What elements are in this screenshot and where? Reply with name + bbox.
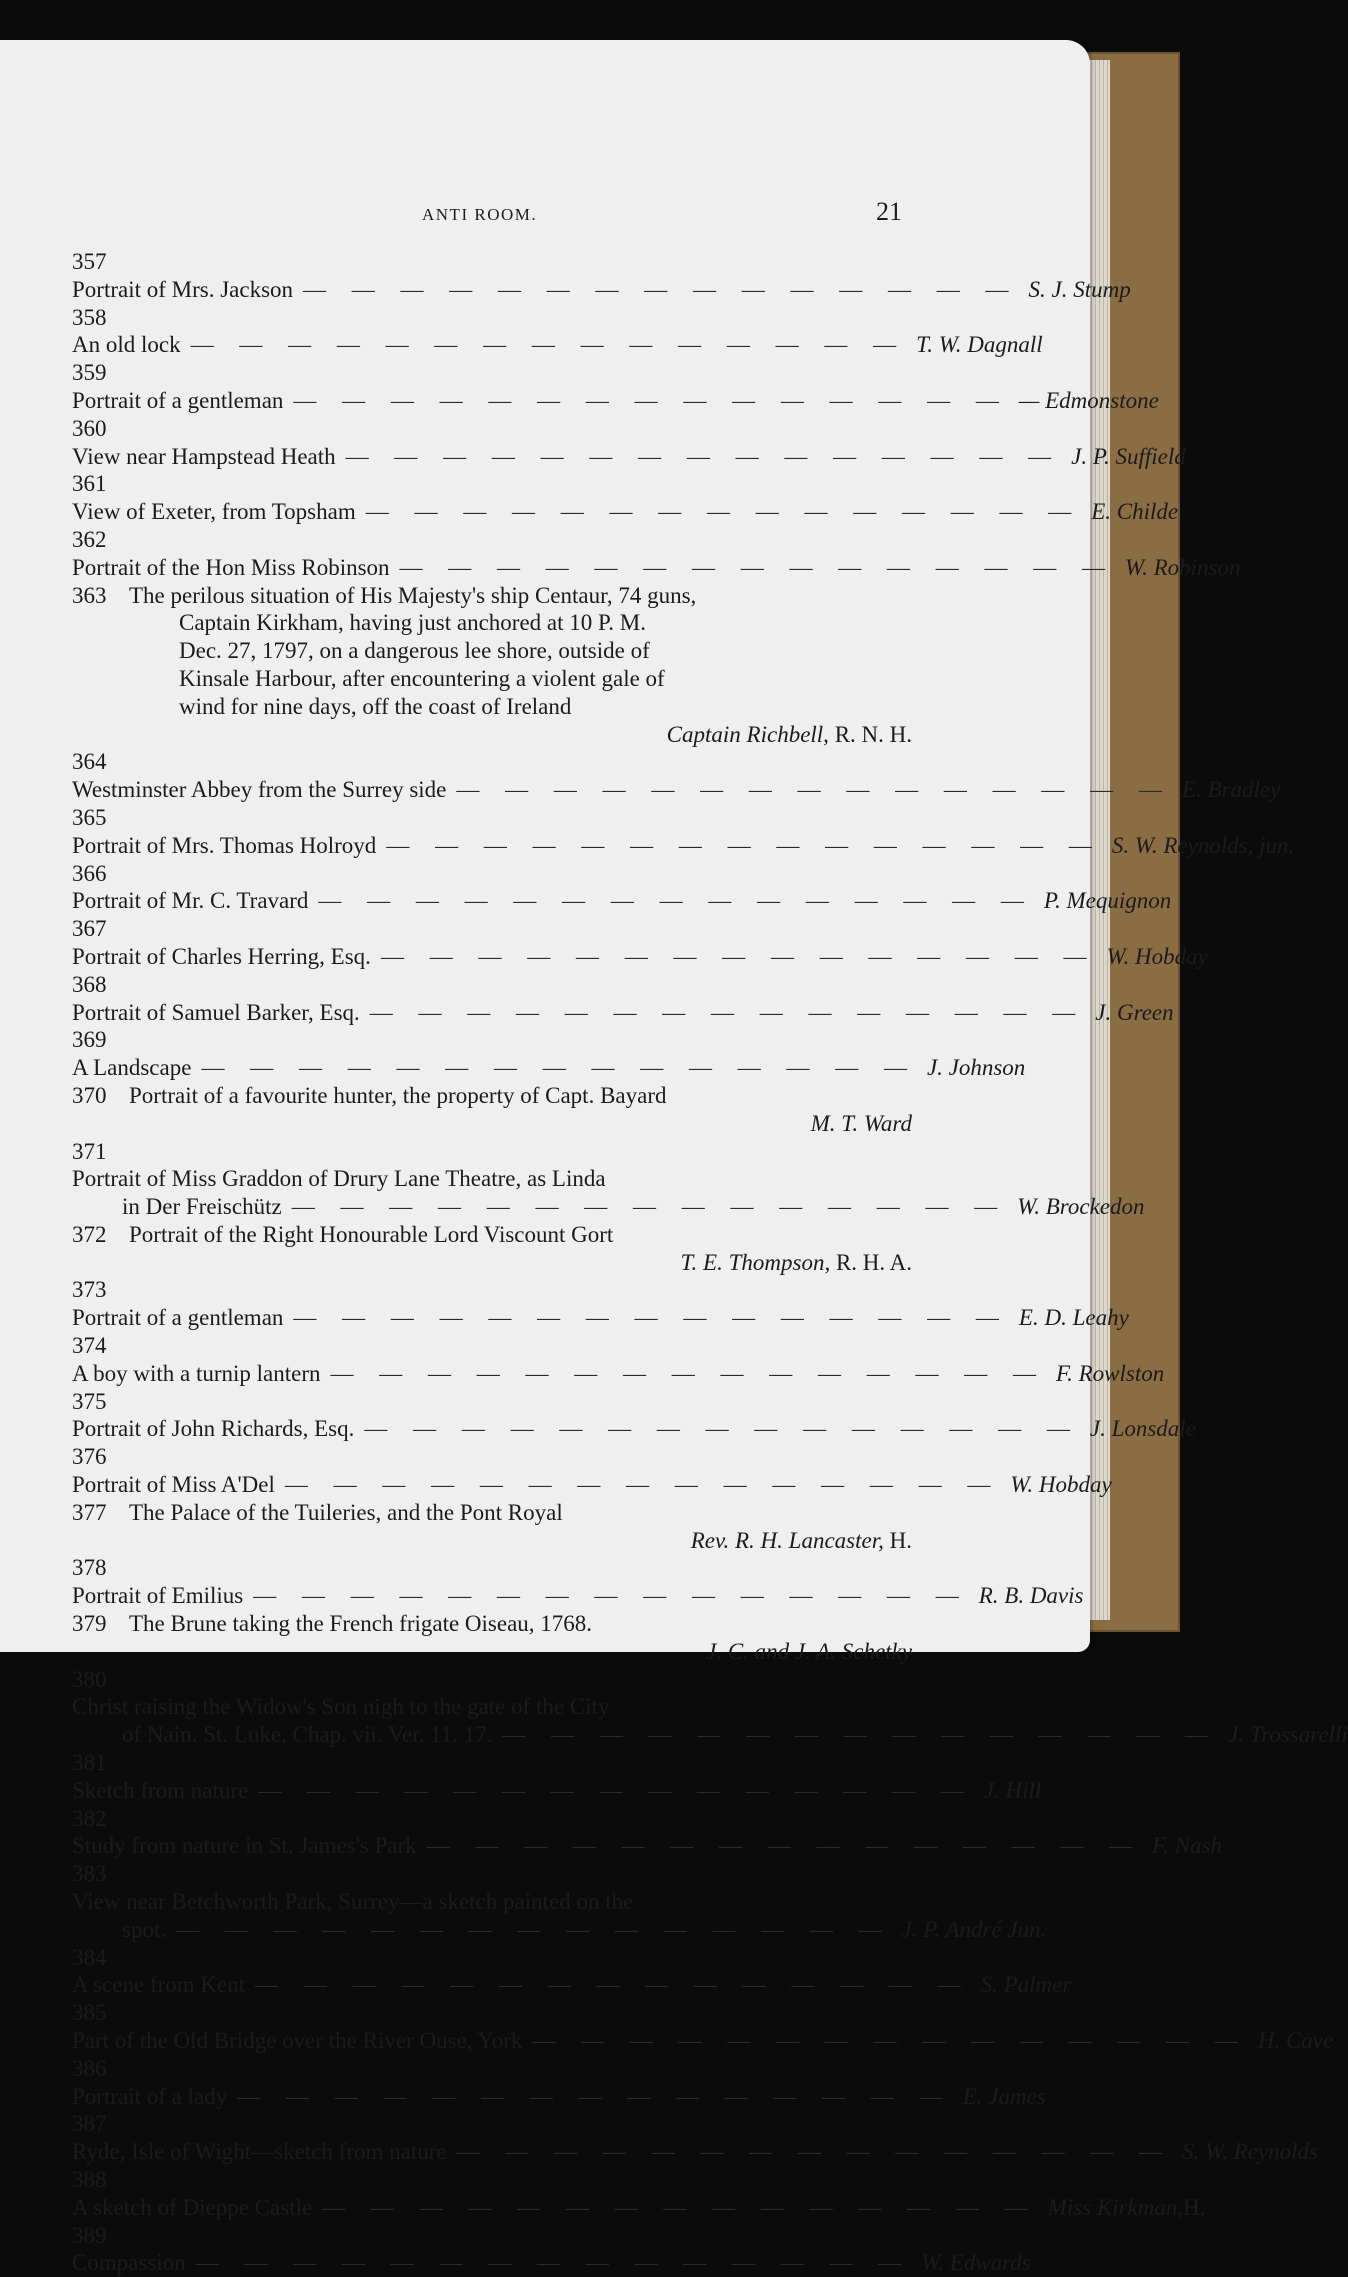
entry-line <box>72 1415 1196 1443</box>
entry-line <box>72 1471 1112 1499</box>
entry-description <box>72 554 1241 582</box>
entry-description <box>72 498 1179 526</box>
entry-number: 368 <box>72 971 107 997</box>
entry-artist-honour: R. N. H. <box>834 721 912 747</box>
catalogue-entry <box>72 1860 1047 1943</box>
entry-number: 382 <box>72 1805 107 1831</box>
entry-title: spot. <box>122 1916 167 1942</box>
entry-artist: Miss Kirkman, <box>1047 2194 1184 2220</box>
entry-number: 358 <box>72 304 107 330</box>
catalogue-entry <box>72 1221 912 1277</box>
leader-dashes: — — — — — — — — — — — — — — — <box>399 554 1116 580</box>
entry-title-line: Portrait of a favourite hunter, the property of Capt. Bayard <box>129 1082 667 1108</box>
leader-dashes: — — — — — — — — — — — — — — — <box>345 443 1062 469</box>
entry-number: 371 <box>72 1138 107 1164</box>
entry-artist: H. Cave <box>1257 2028 1334 2053</box>
entry-title-line: The Brune taking the French frigate Oiseau, 1768. <box>129 1611 593 1637</box>
entry-artist: E. Childe <box>1091 499 1179 525</box>
leader-dashes: — — — — — — — — — — — — — — — <box>293 1305 1009 1331</box>
entry-description <box>129 1499 912 1555</box>
entry-artist-honour: R. H. A. <box>835 1249 912 1275</box>
entry-artist: W. Robinson <box>1125 554 1241 580</box>
leader-dashes: — — — — — — — — — — — — — — — <box>532 2028 1248 2053</box>
entry-title: A scene from Kent <box>72 1972 246 1998</box>
catalogue-entry <box>72 304 1043 360</box>
leader-dashes: — — — — — — — — — — — — — — — <box>253 1583 969 1609</box>
entry-description <box>72 776 1281 804</box>
entry-line <box>72 2194 1206 2222</box>
entry-number: 386 <box>72 2055 107 2081</box>
entry-line <box>72 276 1131 304</box>
entry-number: 387 <box>72 2111 107 2137</box>
entry-line <box>72 1054 1026 1082</box>
catalogue-entry <box>72 2222 1031 2277</box>
entry-line <box>72 1832 1223 1860</box>
page-number: 21 <box>876 197 902 226</box>
entry-description <box>72 1471 1112 1499</box>
entry-artist: — Edmonstone <box>1018 387 1159 413</box>
entry-description <box>72 999 1174 1027</box>
entry-description <box>72 2027 1334 2055</box>
entry-artist: E. James <box>962 2083 1046 2109</box>
entry-description <box>72 1777 1042 1805</box>
entry-title-line: wind for nine days, off the coast of Ireland <box>179 693 572 719</box>
entry-line <box>72 1777 1042 1805</box>
entry-artist: W. Edwards <box>921 2250 1031 2276</box>
entry-description <box>72 2194 1206 2222</box>
entry-description <box>129 1610 912 1666</box>
leader-dashes: — — — — — — — — — — — — — — — <box>369 999 1086 1025</box>
entry-title-line: Dec. 27, 1797, on a dangerous lee shore, outside of <box>179 638 650 664</box>
entry-description <box>72 1054 1026 1082</box>
entry-description <box>72 1165 1145 1221</box>
entry-description <box>129 1082 912 1138</box>
entry-title-line: View near Betchworth Park, Surrey—a sketch painted on the <box>72 1889 634 1915</box>
catalogue-entry <box>72 915 1208 971</box>
entry-line <box>72 943 1208 971</box>
entry-description <box>72 1888 1047 1944</box>
entry-number: 375 <box>72 1388 107 1414</box>
entry-line <box>72 1582 1084 1610</box>
entry-title: Portrait of John Richards, Esq. <box>72 1416 355 1442</box>
entry-title: in Der Freischütz <box>122 1194 282 1220</box>
entry-description <box>72 443 1186 471</box>
entry-description <box>129 1221 912 1277</box>
entry-line <box>72 554 1241 582</box>
entry-artist: J. C. and J. A. Schetky <box>706 1638 912 1664</box>
entry-title: Ryde, Isle of Wight—sketch from nature <box>72 2139 447 2165</box>
entry-title: Study from nature in St. James's Park <box>72 1833 417 1859</box>
entry-line <box>72 2138 1318 2166</box>
entry-number: 361 <box>72 471 107 497</box>
entry-title: Compassion <box>72 2250 186 2276</box>
entry-description <box>72 832 1295 860</box>
entry-title: Portrait of Mrs. Thomas Holroyd <box>72 832 377 858</box>
catalogue-entry <box>72 860 1172 916</box>
entry-title: Portrait of Mrs. Jackson <box>72 276 294 302</box>
catalogue-entry <box>72 526 1241 582</box>
leader-dashes: — — — — — — — — — — — — — — — <box>322 2194 1038 2220</box>
leader-dashes: — — — — — — — — — — — — — — — <box>201 1055 917 1081</box>
entry-number: 388 <box>72 2166 107 2192</box>
entry-artist: S. W. Reynolds <box>1182 2139 1318 2165</box>
entry-description <box>72 1832 1223 1860</box>
entry-title: Part of the Old Bridge over the River Ouse, York <box>72 2028 523 2053</box>
entry-number: 369 <box>72 1027 107 1053</box>
book-page <box>0 40 1348 2276</box>
entry-artist: E. D. Leahy <box>1018 1305 1129 1331</box>
catalogue-entry <box>72 1554 1084 1610</box>
entry-title: An old lock <box>72 332 181 358</box>
entry-number: 364 <box>72 749 107 775</box>
entry-number: 374 <box>72 1333 107 1359</box>
entry-artist: S. J. Stump <box>1028 276 1131 302</box>
catalogue-entry <box>72 1610 912 1666</box>
entry-title: Sketch from nature <box>72 1777 249 1803</box>
entry-description <box>72 2083 1046 2111</box>
entry-line <box>72 887 1172 915</box>
entry-description <box>72 943 1208 971</box>
entry-description <box>129 582 912 749</box>
entry-line <box>72 1304 1129 1332</box>
entry-number: 389 <box>72 2222 107 2248</box>
entry-title: Portrait of the Hon Miss Robinson <box>72 554 390 580</box>
entry-description <box>72 1304 1129 1332</box>
entry-title-line: Christ raising the Widow's Son nigh to the gate of the City <box>72 1694 610 1720</box>
catalogue-entry <box>72 1805 1223 1861</box>
entry-title-line: The Palace of the Tuileries, and the Pont Royal <box>129 1499 563 1525</box>
entry-title: of Nain. St. Luke, Chap. vii. Ver. 11. 17. <box>122 1722 493 1748</box>
catalogue-entry <box>72 359 1159 415</box>
entry-artist: T. W. Dagnall <box>916 332 1043 358</box>
entry-artist: E. Bradley <box>1181 777 1281 803</box>
entry-line <box>72 498 1179 526</box>
entry-title: A boy with a turnip lantern <box>72 1360 321 1386</box>
entry-title: Portrait of Mr. C. Travard <box>72 888 309 914</box>
entry-title: Portrait of Samuel Barker, Esq. <box>72 999 360 1025</box>
leader-dashes: — — — — — — — — — — — — — — — <box>303 276 1019 302</box>
entry-artist-line <box>129 721 912 749</box>
entry-number: 378 <box>72 1555 107 1581</box>
entry-description <box>72 887 1172 915</box>
catalogue-entry <box>72 971 1174 1027</box>
leader-dashes: — — — — — — — — — — — — — — — <box>456 2139 1173 2165</box>
entry-title: Portrait of Emilius <box>72 1583 244 1609</box>
entry-number: 381 <box>72 1750 107 1776</box>
entry-artist-line <box>129 1249 912 1277</box>
entry-description <box>72 276 1131 304</box>
entry-artist: W. Hobday <box>1010 1472 1112 1498</box>
leader-dashes: — — — — — — — — — — — — — — — <box>195 2250 912 2276</box>
entry-artist-line <box>129 1638 912 1666</box>
catalogue-entry <box>72 1666 1348 1749</box>
entry-description <box>72 2249 1031 2277</box>
entry-number: 383 <box>72 1861 107 1887</box>
entry-number: 373 <box>72 1277 107 1303</box>
catalogue-entry <box>72 748 1281 804</box>
entry-number: 384 <box>72 1944 107 1970</box>
entry-line <box>72 2027 1334 2055</box>
entry-artist: M. T. Ward <box>810 1110 912 1136</box>
catalogue-entry <box>72 2110 1318 2166</box>
entry-artist: J. Hill <box>983 1777 1042 1803</box>
catalogue-list <box>72 248 1348 2277</box>
entry-line <box>72 1971 1072 1999</box>
entry-number: 376 <box>72 1444 107 1470</box>
entry-artist: F. Nash <box>1152 1833 1223 1859</box>
entry-title: Portrait of Charles Herring, Esq. <box>72 943 371 969</box>
entry-artist: J. P. Suffield <box>1071 443 1186 469</box>
entry-artist-line <box>129 1527 912 1555</box>
entry-line <box>72 443 1186 471</box>
leader-dashes: — — — — — — — — — — — — — — — <box>258 1777 974 1803</box>
leader-dashes: — — — — — — — — — — — — — — — <box>255 1972 971 1998</box>
entry-artist: R. B. Davis <box>978 1583 1084 1609</box>
leader-dashes: — — — — — — — — — — — — — — — <box>237 2083 953 2109</box>
entry-title: Portrait of a gentleman <box>72 1305 284 1331</box>
entry-description <box>72 331 1043 359</box>
leader-dashes: — — — — — — — — — — — — — — — <box>456 777 1172 803</box>
entry-cont-line <box>72 1193 1145 1221</box>
entry-artist: P. Mequignon <box>1043 888 1172 914</box>
entry-line <box>72 832 1295 860</box>
entry-title-line: Portrait of Miss Graddon of Drury Lane Theatre, as Linda <box>72 1166 606 1192</box>
catalogue-entry <box>72 1082 912 1138</box>
entry-number: 366 <box>72 860 107 886</box>
entry-artist: J. Trossarelli <box>1228 1722 1348 1748</box>
leader-dashes: — — — — — — — — — — — — — — — <box>318 888 1034 914</box>
entry-number: 363 <box>72 582 107 608</box>
leader-dashes: — — — — — — — — — — — — — — — <box>386 832 1102 858</box>
entry-title: View near Hampstead Heath <box>72 443 336 469</box>
entry-description <box>72 1360 1165 1388</box>
catalogue-entry <box>72 248 1131 304</box>
entry-title: Portrait of a lady <box>72 2083 228 2109</box>
entry-number: 357 <box>72 249 107 274</box>
entry-artist: S. Palmer <box>980 1972 1072 1998</box>
leader-dashes: — — — — — — — — — — — — — — — <box>284 1472 1001 1498</box>
entry-artist: J. Lonsdale <box>1089 1416 1196 1442</box>
entry-description <box>72 2138 1318 2166</box>
entry-artist: Captain Richbell, <box>666 721 829 747</box>
entry-number: 367 <box>72 916 107 942</box>
entry-number: 385 <box>72 2000 107 2026</box>
catalogue-entry <box>72 1276 1129 1332</box>
catalogue-entry <box>72 470 1179 526</box>
leader-dashes: — — — — — — — — — — — — — — — <box>426 1833 1143 1859</box>
leader-dashes: — — — — — — — — — — — — — — — <box>364 1416 1080 1442</box>
entry-number: 360 <box>72 415 107 441</box>
catalogue-entry <box>72 1026 1026 1082</box>
entry-number: 365 <box>72 804 107 830</box>
entry-description <box>72 1582 1084 1610</box>
entry-title-line: Kinsale Harbour, after encountering a violent gale of <box>179 665 665 691</box>
entry-artist-honour: H. <box>889 1527 912 1553</box>
entry-number: 377 <box>72 1499 107 1525</box>
leader-dashes: — — — — — — — — — — — — — — — <box>190 332 907 358</box>
entry-title: Westminster Abbey from the Surrey side <box>72 777 447 803</box>
leader-dashes: — — — — — — — — — — — — — — — <box>365 499 1082 525</box>
entry-title: A Landscape <box>72 1055 192 1081</box>
entry-number: 380 <box>72 1666 107 1692</box>
catalogue-entry <box>72 1944 1072 2000</box>
leader-dashes: — — — — — — — — — — — — — — — <box>380 943 1097 969</box>
entry-description <box>72 1971 1072 1999</box>
entry-number: 370 <box>72 1082 107 1108</box>
catalogue-entry <box>72 804 1295 860</box>
entry-number: 359 <box>72 360 107 386</box>
entry-artist: W. Brockedon <box>1017 1194 1145 1220</box>
entry-line <box>72 1360 1165 1388</box>
entry-artist: T. E. Thompson, <box>680 1249 831 1275</box>
catalogue-entry <box>72 1443 1112 1499</box>
entry-description <box>72 387 1159 415</box>
entry-artist: J. P. André Jun. <box>901 1916 1047 1942</box>
entry-line <box>72 2083 1046 2111</box>
entry-line <box>72 2249 1031 2277</box>
catalogue-entry <box>72 1499 912 1555</box>
entry-artist: F. Rowlston <box>1056 1360 1165 1386</box>
entry-artist: W. Hobday <box>1106 943 1208 969</box>
catalogue-entry <box>72 1999 1334 2055</box>
running-head <box>0 197 1090 231</box>
catalogue-entry <box>72 1332 1165 1388</box>
leader-dashes: — — — — — — — — — — — — — — — <box>293 387 1009 413</box>
entry-artist: S. W. Reynolds, jun. <box>1111 832 1295 858</box>
leader-dashes: — — — — — — — — — — — — — — — <box>502 1722 1219 1748</box>
entry-title-line: Captain Kirkham, having just anchored at 10 P. M. <box>179 610 646 636</box>
catalogue-entry <box>72 2055 1046 2111</box>
entry-artist-honour: H. <box>1183 2194 1206 2220</box>
leader-dashes: — — — — — — — — — — — — — — — <box>176 1916 892 1942</box>
catalogue-entry <box>72 415 1186 471</box>
catalogue-entry <box>72 2166 1206 2222</box>
entry-artist-line <box>129 1110 912 1138</box>
entry-title: Portrait of a gentleman <box>72 387 284 413</box>
entry-artist: J. Green <box>1095 999 1174 1025</box>
entry-number: 379 <box>72 1611 107 1637</box>
entry-cont-line <box>72 1721 1348 1749</box>
entry-number: 372 <box>72 1221 107 1247</box>
catalogue-entry <box>72 1388 1196 1444</box>
leader-dashes: — — — — — — — — — — — — — — — <box>330 1360 1046 1386</box>
catalogue-entry <box>72 1749 1042 1805</box>
entry-artist: Rev. R. H. Lancaster, <box>690 1527 884 1553</box>
entry-number: 362 <box>72 526 107 552</box>
entry-description <box>72 1693 1348 1749</box>
entry-title-line: Portrait of the Right Honourable Lord Viscount Gort <box>129 1221 614 1247</box>
entry-title: A sketch of Dieppe Castle <box>72 2194 313 2220</box>
entry-title: View of Exeter, from Topsham <box>72 499 356 525</box>
entry-line <box>72 999 1174 1027</box>
leader-dashes: — — — — — — — — — — — — — — — <box>291 1194 1008 1220</box>
entry-cont-line <box>72 1916 1047 1944</box>
entry-title: Portrait of Miss A'Del <box>72 1472 275 1498</box>
entry-line <box>72 331 1043 359</box>
catalogue-entry <box>72 1138 1145 1221</box>
catalogue-entry <box>72 582 912 749</box>
section-title: ANTI ROOM. <box>422 205 538 224</box>
entry-line <box>72 776 1281 804</box>
entry-artist: J. Johnson <box>926 1055 1026 1081</box>
entry-title-line: The perilous situation of His Majesty's ship Centaur, 74 guns, <box>129 582 697 608</box>
entry-description <box>72 1415 1196 1443</box>
entry-line <box>72 387 1159 415</box>
